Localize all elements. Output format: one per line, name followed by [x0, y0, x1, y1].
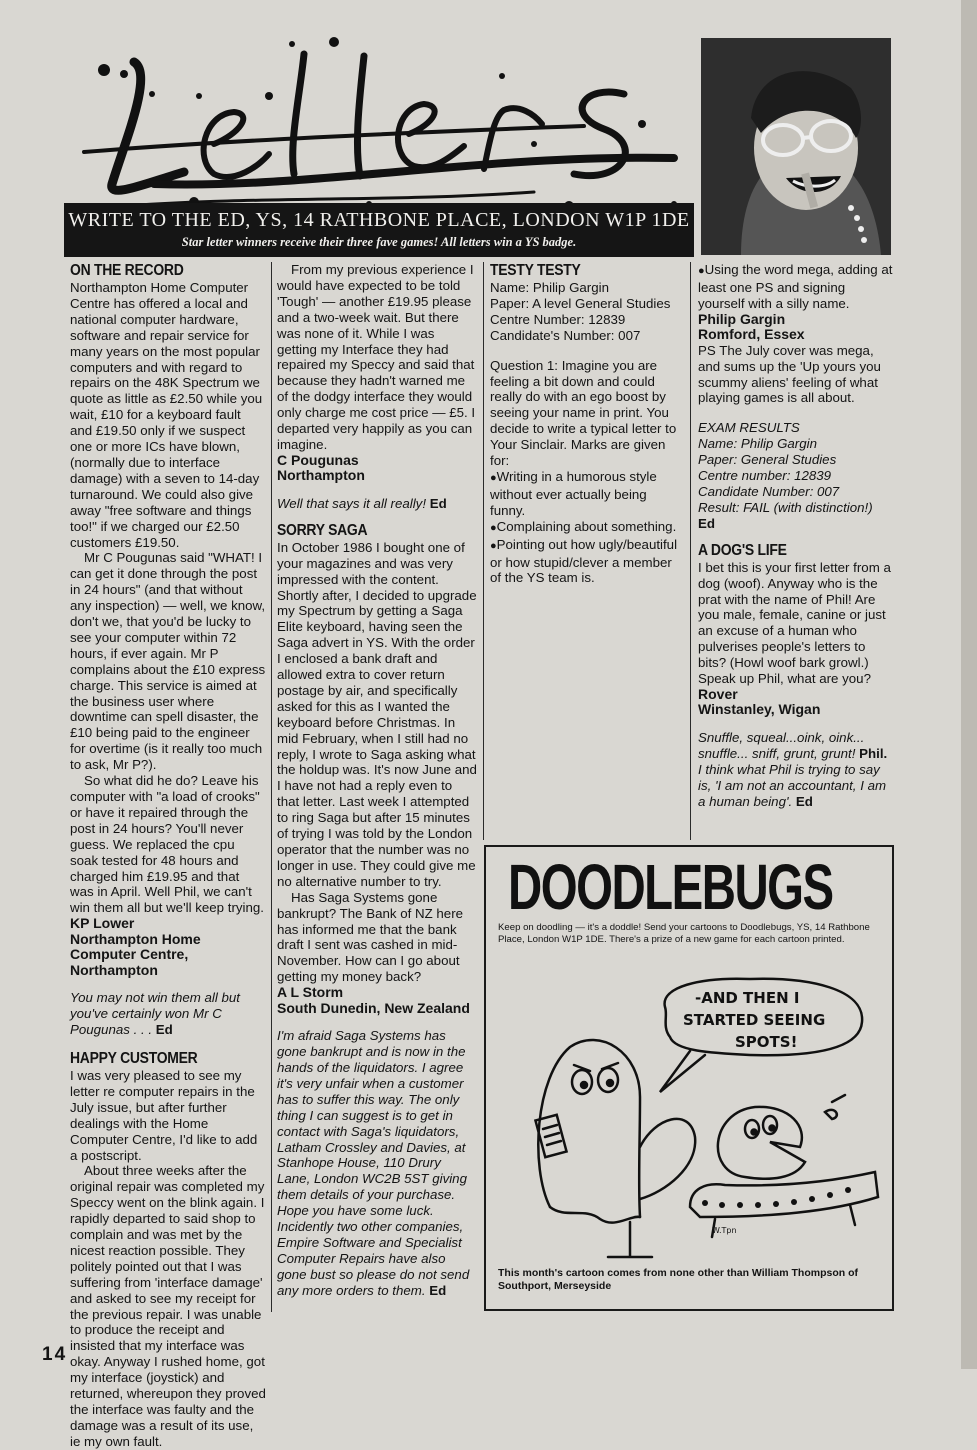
editor-photo: [701, 38, 891, 255]
letter-ps: PS The July cover was mega, and sums up the 'Up yours you scummy aliens' feeling of what playing games is all about.: [698, 342, 881, 406]
exam-header-line: Candidate's Number: 007: [490, 327, 641, 343]
letter-heading: HAPPY CUSTOMER: [70, 1049, 198, 1067]
letter-signature: C Pougunas Northampton: [277, 451, 365, 484]
editor-sign: Ed: [698, 515, 715, 531]
speech-line-2: STARTED SEEING: [683, 1011, 826, 1029]
doodlebugs-blurb: Keep on doodling — it's a doddle! Send your cartoons to Doodlebugs, YS, 14 Rathbone Place, London W1P 1DE. There's a prize of a new game for each cartoon printed.: [498, 922, 870, 945]
exam-bullet: ● Complaining about something.: [490, 519, 680, 537]
exam-header-line: Name: Philip Gargin: [490, 280, 609, 295]
letter-heading: ON THE RECORD: [70, 262, 184, 279]
exam-bullet: ● Using the word mega, adding at least one PS and signing yourself with a silly name.: [698, 262, 893, 312]
letter-paragraph: In October 1986 I bought one of your magazines and was very impressed with the content. Shortly after, I decided to upgrade my Spectrum by getting a Saga Elite keyboard, having seen the Saga advert in YS. With the order I enclosed a bank draft and allowed extra to cover return postage by air, and specifically asked for this as I wanted the keyboard before Christmas. In mid February, when I still had no reply, I wrote to Saga asking what the holdup was. It's now June and I have not had a reply even to that letter. Last week I attempted to ring Saga but after 15 minutes of trying I was told by the London operator that the number was no longer in use. They could give me no alternative number to try.: [277, 539, 477, 889]
letter-paragraph: Mr C Pougunas said "WHAT! I can get it done through the post in 24 hours" (and that without any inspection) — well, we know, don't we, that you'd be lucky to see your computer within 72 hours, if ever again. Mr P complains about the £10 express charge. This service is aimed at the business user where downtime can spell disaster, the £10 being paid to the engineer for overtime (is it really too much to ask, Mr P?).: [70, 550, 266, 773]
title-stroke-s: [574, 92, 625, 176]
letter-paragraph: Northampton Home Computer Centre has offered a local and national computer hardware, software and repair service for many years on the most popular computers and with regard to repairs on the 48K Spectrum we quote as little as £2.50 while you wait, £10 for a keyboard fault and £19.50 only if we suspect one or more ICs have blown, (normally due to interface damage) with a seven to 14-day turnaround. We could also give away "free software and things too!" if we charged our £2.50 customers £19.50.: [70, 280, 263, 550]
title-stroke-e2: [398, 104, 464, 167]
cartoon-credit: This month's cartoon comes from none other than William Thompson of Southport, Merseyside: [498, 1267, 858, 1292]
letter-paragraph: I was very pleased to see my letter re computer repairs in the July issue, but after further dealings with the Home Computer Centre, I'd like to add a postscript.: [70, 1067, 258, 1163]
exam-question: Question 1: Imagine you are feeling a bit down and could really do with an ego boost by seeing your name in print. You decide to write a typical letter to Your Sinclair. Marks are given for:: [490, 357, 677, 469]
exam-header-line: Paper: A level General Studies: [490, 295, 671, 311]
letter-signature: A L Storm South Dunedin, New Zealand: [277, 984, 470, 1016]
page-number: 14: [42, 1344, 68, 1365]
column-rule: [483, 262, 484, 840]
letter-heading: SORRY SAGA: [277, 521, 368, 539]
exam-bullet: ● Pointing out how ugly/beautiful or how stupid/clever a member of the YS team is.: [490, 537, 680, 587]
title-stroke-L: [112, 62, 184, 190]
doodlebugs-cartoon: [490, 967, 890, 1257]
letter-signature: Rover Winstanley, Wigan: [698, 685, 821, 718]
title-stroke-t2: [357, 56, 364, 176]
exam-bullet: ● Writing in a humorous style without ever actually being funny.: [490, 469, 680, 519]
letter-signature: Philip Gargin Romford, Essex: [698, 310, 805, 343]
letter-heading: TESTY TESTY: [490, 262, 581, 279]
speech-line-3: SPOTS!: [735, 1033, 798, 1051]
letter-paragraph: About three weeks after the original repair was completed my Speccy went on the blink again. I rapidly departed to said shop to complain and was met by the nicest reaction possible. They politely pointed out that I was suffering from 'interface damage' and asked to see my receipt for the previous repair. I was unable to produce the receipt and insisted that my interface was okay. Anyway I rushed home, got my interface (joystick) and returned, whereupon they proved the interface was faulty and the damage was a result of its use, ie my own fault.: [70, 1163, 266, 1449]
title-stroke-t1: [293, 54, 304, 174]
letter-signature: KP Lower Northampton Home Computer Centre, Northampton: [70, 915, 201, 978]
prize-note: Star letter winners receive their three fave games! All letters win a YS badge.: [181, 235, 577, 249]
doodlebugs-title: DOODLEBUGS: [508, 851, 833, 923]
letter-paragraph: Has Saga Systems gone bankrupt? The Bank of NZ here has informed me that the bank draft I sent was cashed in mid-November. How can I go about getting my money back?: [277, 889, 464, 985]
letter-paragraph: I bet this is your first letter from a dog (woof). Anyway who is the prat with the name of Phil! Are you male, female, canine or just an excuse of a human who pulverises people's letters to bits? (Howl woof bark growl.) Speak up Phil, what are you?: [698, 559, 891, 687]
column-1: [70, 262, 266, 1449]
exam-header-line: Centre Number: 12839: [490, 311, 626, 327]
column-rule: [690, 262, 691, 840]
title-sweep: [84, 126, 584, 152]
letter-paragraph: So what did he do? Leave his computer with "a load of crooks" or have it repaired through the post in 24 hours? You'll never guess. We replaced the cpu soak tested for 48 hours and charged him £19.95 and that was in April. Well Phil, we can't win them all but we'll keep trying.: [70, 773, 264, 916]
column-3: [490, 262, 680, 844]
artist-signature: W.Tpn: [712, 1226, 737, 1235]
editor-reply: I'm afraid Saga Systems has gone bankrupt and is now in the hands of the liquidators. I agree it's very unfair when a customer has to suffer this way. The only thing I can suggest is to get in contact with Saga's liquidators, Latham Crossley and Davies, at Stanhope House, 110 Drury Lane, London WC2B 5ST giving them details of your purchase. Hope you have some luck. Incidently two other companies, Empire Software and Specialist Computer Repairs have also gone bust so please do not send any more orders to them. Ed: [277, 1028, 470, 1298]
letter-paragraph: From my previous experience I would have expected to be told 'Tough' — another £19.95 please and a two-week wait. But there was none of it. While I was getting my Interface they had repaired my Speccy and said that because they hadn't warned me of the dodgy interface they would only charge me cost price — £5. I departed very happily as you can imagine.: [277, 262, 476, 452]
submission-address: WRITE TO THE ED, YS, 14 RATHBONE PLACE, LONDON W1P 1DE: [68, 209, 690, 231]
column-2: [277, 262, 477, 1320]
editor-reply: Snuffle, squeal...oink, oink... snuffle... sniff, grunt, grunt! Phil. I think what Phil is trying to say is, 'I am not an accountant, I am a human being'. Ed: [698, 729, 888, 809]
editor-reply: You may not win them all but you've certainly won Mr C Pougunas . . . Ed: [70, 990, 240, 1038]
editor-reply: Well that says it all really! Ed: [277, 495, 447, 511]
speech-line-1: -AND THEN I: [695, 989, 800, 1007]
letter-heading: A DOG'S LIFE: [698, 541, 787, 559]
title-crossbar: [154, 158, 674, 185]
submission-banner: [64, 203, 694, 257]
page-edge: [961, 0, 977, 1369]
column-4: [698, 262, 893, 844]
doodlebugs-box: [484, 845, 894, 1311]
column-rule: [271, 262, 272, 1312]
exam-results: EXAM RESULTS Name: Philip Gargin Paper: General Studies Centre number: 12839 Candidate Number: 007 Result: FAIL (with distinction!): [698, 420, 873, 515]
